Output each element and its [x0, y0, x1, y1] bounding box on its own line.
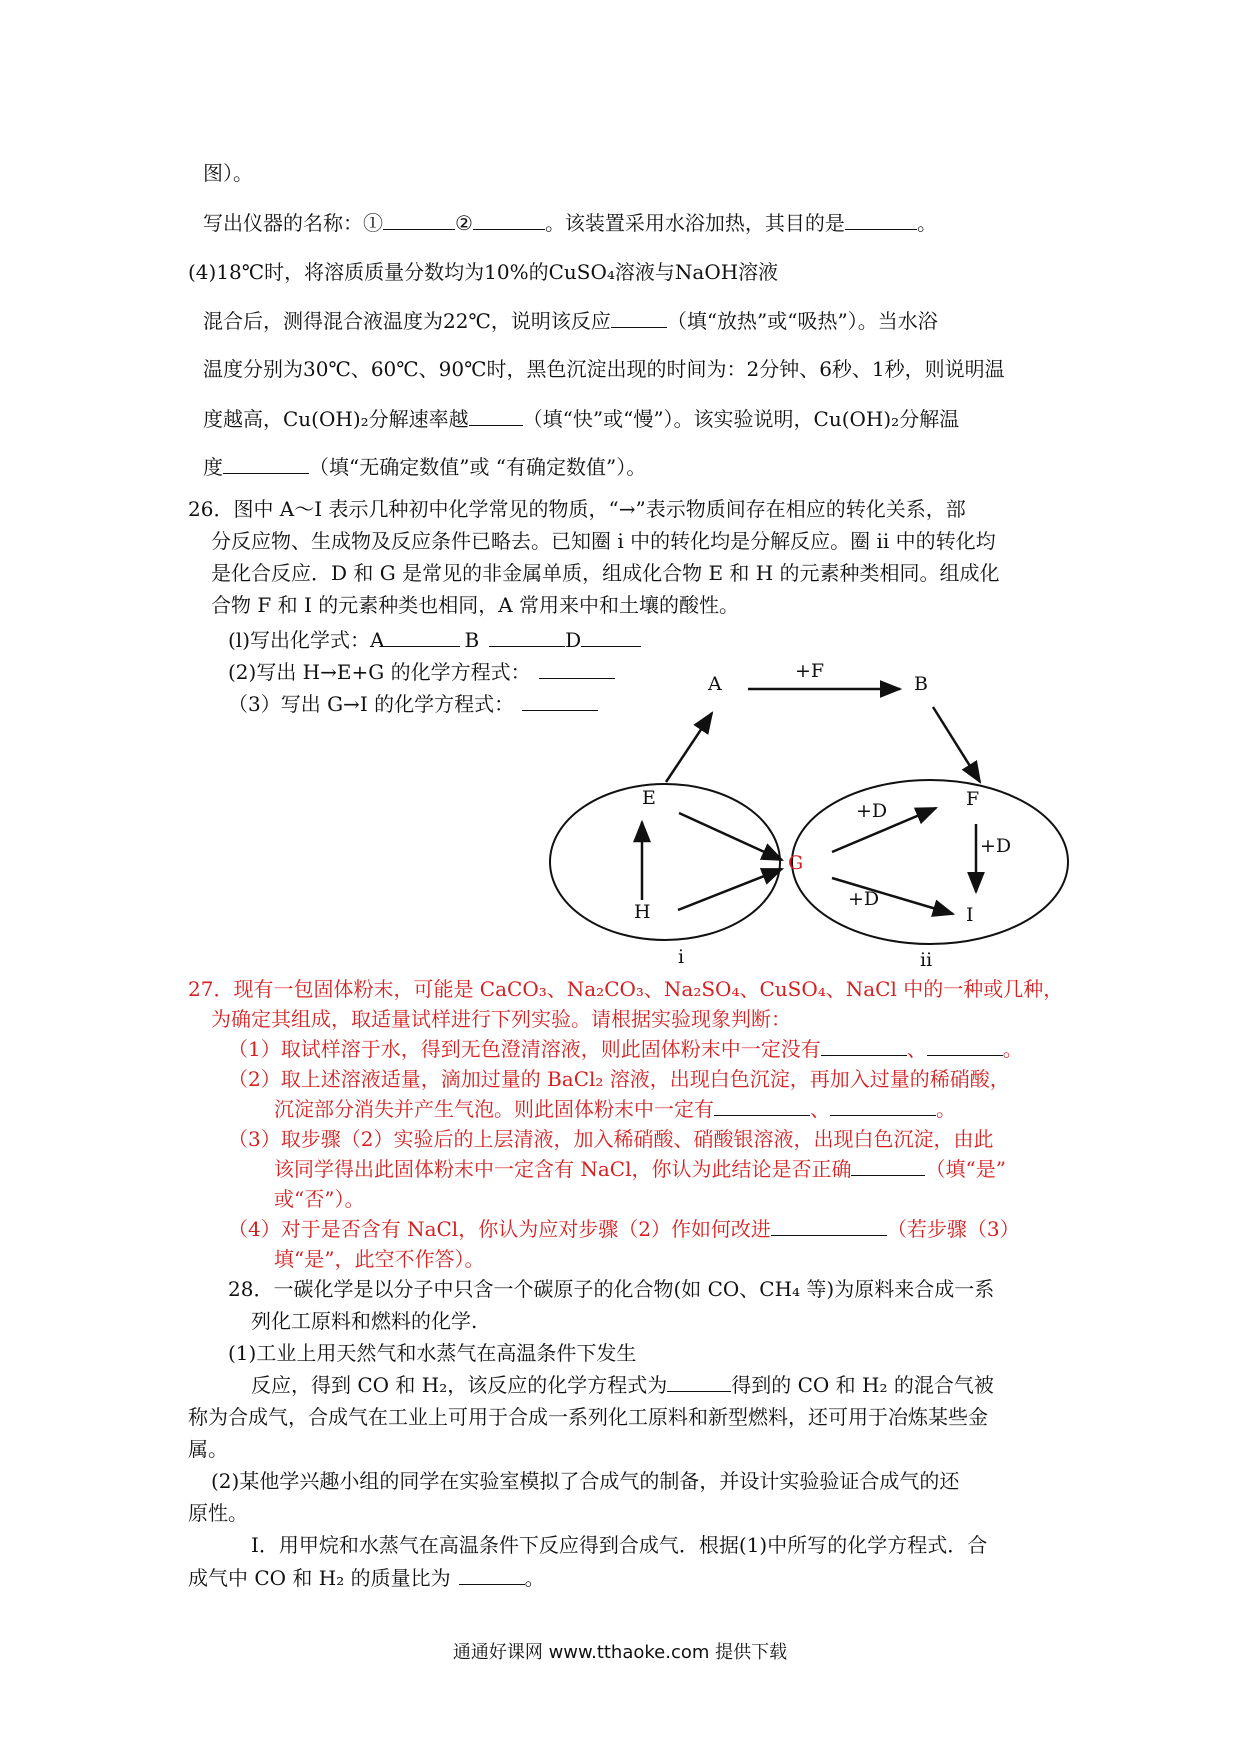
q27-line5 [274, 1096, 956, 1122]
q27-line2: 为确定其组成，取适量试样进行下列实验。请根据实验现象判断： [211, 1007, 791, 1031]
q28-line9: I．用甲烷和水蒸气在高温条件下反应得到合成气．根据(1)中所写的化学方程式．合 [251, 1533, 988, 1557]
answer-blank[interactable] [821, 1037, 907, 1056]
answer-blank[interactable] [667, 1373, 731, 1392]
q25-text: （填“快”或“慢”）。该实验说明，Cu(OH)₂分解温 [522, 407, 960, 431]
answer-blank[interactable] [851, 1157, 925, 1176]
q27-text: （填“是” [925, 1157, 1006, 1181]
q28-line2: 列化工原料和燃料的化学. [251, 1309, 478, 1333]
answer-blank[interactable] [771, 1217, 887, 1236]
q26-line2: 分反应物、生成物及反应条件已略去。已知圈 i 中的转化均是分解反应。圈 ii 中的转化均 [211, 529, 996, 553]
circle-i [550, 784, 780, 940]
q26-text: （3）写出 G→I 的化学方程式： [228, 692, 515, 716]
q27-line4: （2）取上述溶液适量，滴加过量的 BaCl₂ 溶液，出现白色沉淀，再加入过量的稀硝酸， [228, 1067, 1010, 1091]
q27-line10: 填“是”，此空不作答）。 [274, 1247, 485, 1271]
q27-line3 [228, 1036, 1023, 1062]
q25-text: 度越高，Cu(OH)₂分解速率越 [203, 407, 469, 431]
q27-line9 [228, 1216, 1020, 1242]
q26-line1: 26．图中 A～I 表示几种初中化学常见的物质，“→”表示物质间存在相应的转化关系，部 [188, 497, 966, 521]
q25-text: （填“放热”或“吸热”）。当水浴 [666, 309, 938, 333]
q25-line3: (4)18℃时，将溶质质量分数均为10%的CuSO₄溶液与NaOH溶液 [188, 260, 779, 284]
q27-text: 、 [906, 1037, 927, 1061]
q27-text: （4）对于是否含有 NaCl，你认为应对步骤（2）作如何改进 [228, 1217, 771, 1241]
edge-label-fi: +D [980, 835, 1012, 857]
q25-text: ② [455, 211, 473, 235]
q28-line7: (2)某他学兴趣小组的同学在实验室模拟了合成气的制备，并设计实验验证合成气的还 [211, 1469, 960, 1493]
q25-text: 写出仪器的名称：① [203, 211, 383, 235]
arrow-h-g [678, 869, 782, 910]
circle-label-ii: ii [920, 949, 933, 971]
q27-text: 。 [1002, 1037, 1023, 1061]
q25-line1: 图）。 [203, 161, 253, 185]
circle-ii [792, 780, 1068, 944]
node-a: A [708, 673, 722, 695]
q27-line6: （3）取步骤（2）实验后的上层清液，加入稀硝酸、硝酸银溶液，出现白色沉淀，由此 [228, 1127, 994, 1151]
q28-line6: 属。 [188, 1437, 228, 1461]
q26-text: D [565, 628, 582, 652]
q25-line5: 温度分别为30℃、60℃、90℃时，黑色沉淀出现的时间为：2分钟、6秒、1秒，则说明温 [203, 357, 1005, 381]
q25-text: （填“无确定数值”或 “有确定数值”）。 [309, 455, 647, 479]
answer-blank[interactable] [714, 1097, 810, 1116]
node-i: I [966, 904, 974, 926]
edge-label-gf: +D [856, 800, 888, 822]
arrow-e-g [679, 813, 782, 860]
answer-blank[interactable] [459, 1566, 525, 1585]
node-b: B [914, 673, 928, 695]
node-e: E [642, 787, 656, 809]
q25-text: 度 [203, 455, 223, 479]
circle-label-i: i [678, 946, 685, 968]
q25-text: 。 [916, 211, 937, 235]
q28-line1: 28．一碳化学是以分子中只含一个碳原子的化合物(如 CO、CH₄ 等)为原料来合成一系 [228, 1277, 995, 1301]
q27-line1: 27．现有一包固体粉末，可能是 CaCO₃、Na₂CO₃、Na₂SO₄、CuSO₄、NaCl 中的一种或几种， [188, 977, 1064, 1001]
q25-text: 混合后，测得混合液温度为22℃，说明该反应 [203, 309, 611, 333]
node-h: H [634, 901, 651, 923]
q27-text: 。 [936, 1097, 956, 1121]
q27-line7 [274, 1156, 1006, 1182]
q25-text: 。该装置采用水浴加热，其目的是 [544, 211, 845, 235]
q28-line8: 原性。 [188, 1501, 248, 1525]
q26-text: (l)写出化学式：A [228, 628, 385, 652]
answer-blank[interactable] [927, 1037, 1003, 1056]
q28-text: 。 [524, 1566, 545, 1590]
q28-text: 反应，得到 CO 和 H₂，该反应的化学方程式为 [251, 1373, 668, 1397]
q27-line8: 或“否”）。 [274, 1187, 365, 1211]
q27-text: 沉淀部分消失并产生气泡。则此固体粉末中一定有 [274, 1097, 714, 1121]
q26-line4: 合物 F 和 I 的元素种类也相同，A 常用来中和土壤的酸性。 [211, 593, 740, 617]
node-g: G [788, 852, 804, 874]
q28-text: 成气中 CO 和 H₂ 的质量比为 [188, 1566, 451, 1590]
q28-line10 [188, 1565, 545, 1591]
q27-text: （1）取试样溶于水，得到无色澄清溶液，则此固体粉末中一定没有 [228, 1037, 821, 1061]
q28-line3: (1)工业上用天然气和水蒸气在高温条件下发生 [228, 1341, 637, 1365]
q27-text: 该同学得出此固体粉末中一定含有 NaCl，你认为此结论是否正确 [274, 1157, 852, 1181]
q26-text: (2)写出 H→E+G 的化学方程式： [228, 660, 531, 684]
node-f: F [966, 788, 980, 810]
answer-blank[interactable] [830, 1097, 936, 1116]
q26-line3: 是化合反应．D 和 G 是常见的非金属单质，组成化合物 E 和 H 的元素种类相同。组成化 [211, 561, 1000, 585]
edge-label-gi: +D [848, 888, 880, 910]
q27-text: （若步骤（3） [886, 1217, 1020, 1241]
q28-line4 [251, 1372, 994, 1398]
q26-text: B [464, 628, 480, 652]
q28-text: 得到的 CO 和 H₂ 的混合气被 [731, 1373, 994, 1397]
q27-text: 、 [810, 1097, 830, 1121]
arrow-b-f [933, 707, 980, 782]
arrow-e-a [666, 713, 712, 782]
footer-source: 通通好课网 www.tthaoke.com 提供下载 [452, 1642, 788, 1663]
q28-line5: 称为合成气，合成气在工业上可用于合成一系列化工原料和新型燃料，还可用于冶炼某些金 [188, 1405, 988, 1429]
edge-label-ab: +F [795, 660, 825, 682]
